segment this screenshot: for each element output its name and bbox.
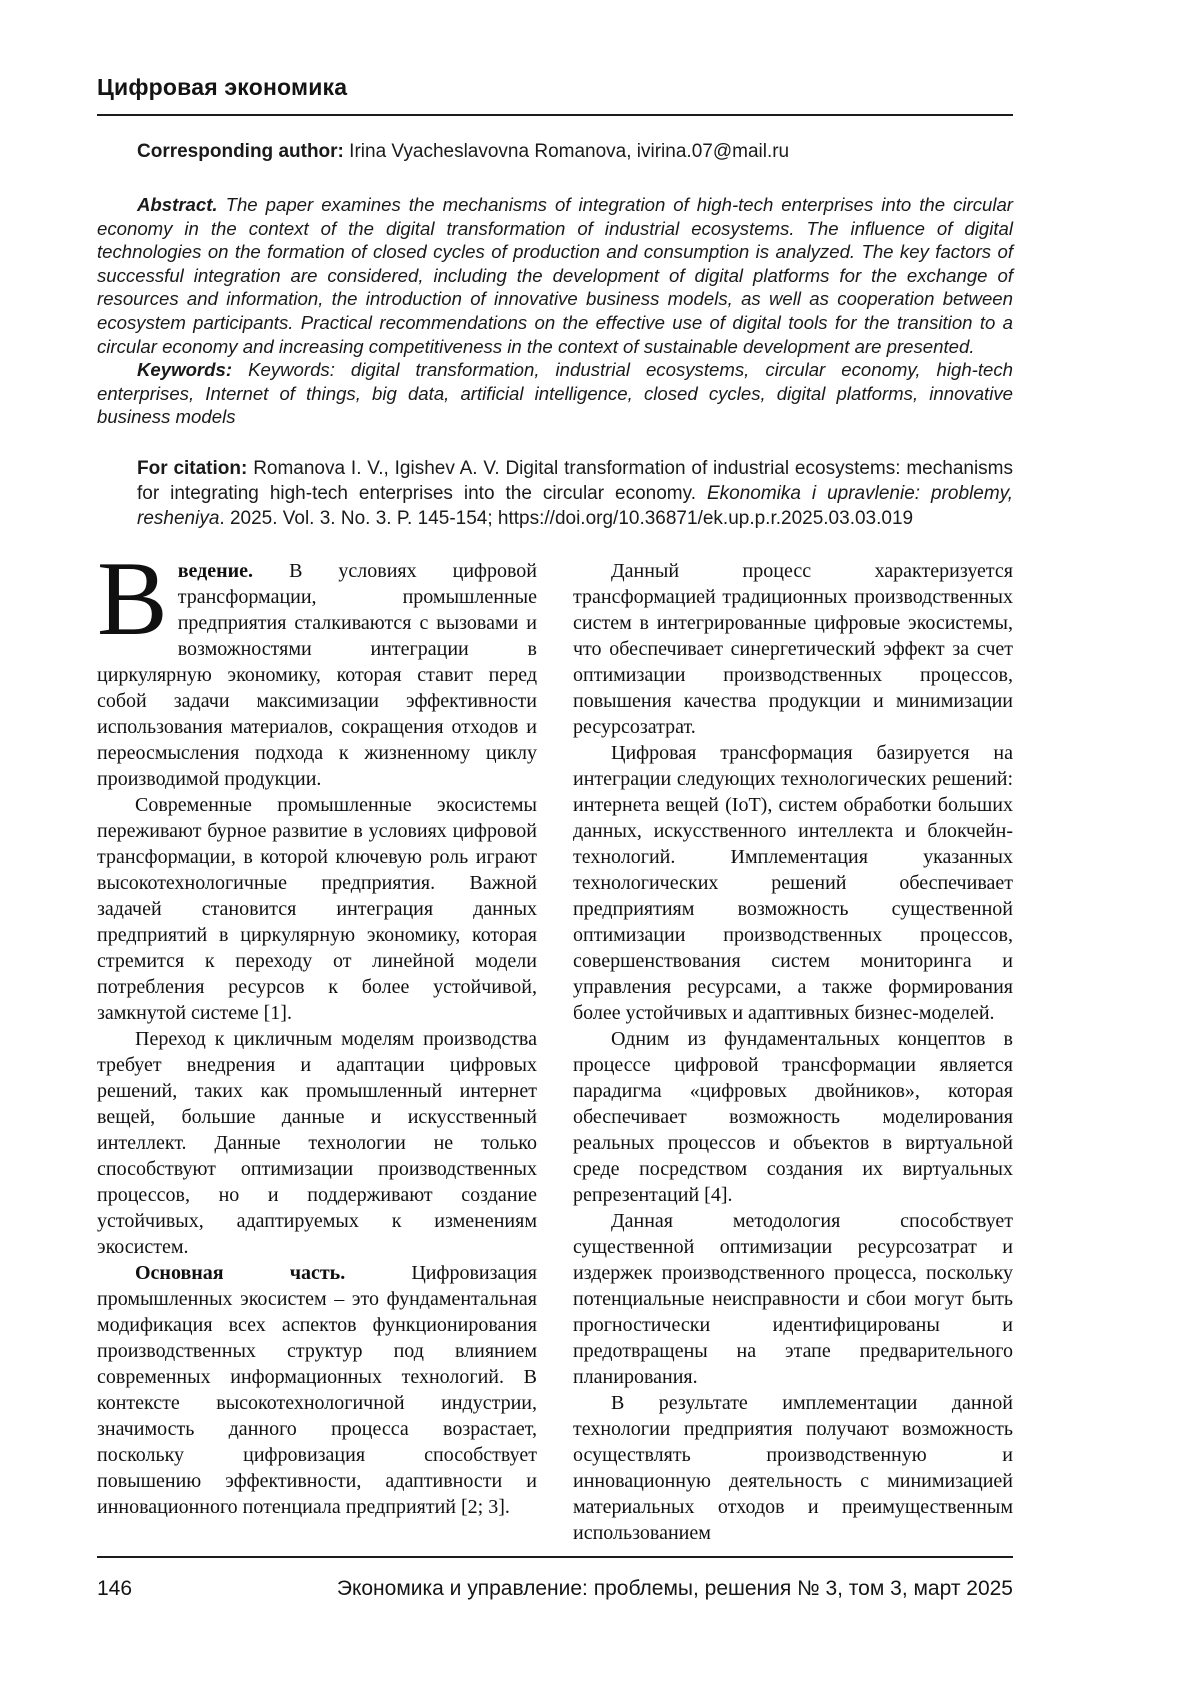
corresponding-author-line xyxy=(97,140,1013,164)
right-column xyxy=(573,558,1013,1546)
doi-text: https://doi.org/10.36871/ek.up.p.r.2025.03.03.019 xyxy=(497,507,914,529)
drop-cap: В xyxy=(97,539,168,657)
abstract xyxy=(97,193,1013,358)
left-column xyxy=(97,539,538,1546)
journal-footer-line: Экономика и управление: проблемы, решения № 3, том 3, март 2025 xyxy=(336,1577,1013,1600)
page-footer xyxy=(97,1556,1013,1601)
article-body xyxy=(97,539,1013,1546)
running-head: Цифровая экономика xyxy=(97,74,348,100)
header-rule xyxy=(97,114,1013,116)
citation-issue-info: . 2025. Vol. 3. No. 3. P. 145-154; xyxy=(219,507,493,529)
citation-block xyxy=(137,456,1013,531)
citation-text: Romanova I. V., Igishev A. V. Digital transformation of industrial ecosystems: mechanisms for integrating high-tech enterprises into the circular economy. xyxy=(137,457,1014,504)
corresponding-author-value: Irina Vyacheslavovna Romanova, ivirina.07@mail.ru xyxy=(349,141,790,162)
footer-row xyxy=(97,1577,1013,1601)
main-part-text: Цифровизация промышленных экосистем – это фундаментальная модификация всех аспектов функционирования производственных структур под влиянием современных информационных технологий. В контексте высокотехнологичной индустрии, значимость данного процесса возрастает, поскольку цифровизация способствует повышению эффективности, адаптивности и инновационного потенциала предприятий [2; 3]. xyxy=(97,1261,537,1518)
paragraph: Современные промышленные экосистемы переживают бурное развитие в условиях цифровой трансформации, в которой ключевую роль играют высокотехнологичные предприятия. Важной задачей становится интеграция данных предприятий в циркулярную экономику, которая стремится к переходу от линейной модели потребления ресурсов к более устойчивой, замкнутой системе [1]. xyxy=(97,793,537,1024)
page-header xyxy=(97,74,1013,116)
main-part-heading: Основная часть. xyxy=(135,1261,346,1284)
citation-label: For citation: xyxy=(137,457,248,479)
intro-heading: ведение. xyxy=(177,559,254,582)
paragraph: Данная методология способствует существенной оптимизации ресурсозатрат и издержек производственного процесса, поскольку потенциальные неисправности и сбои могут быть прогностически идентифицированы и предотвращены на этапе предварительного планирования. xyxy=(573,1209,1013,1388)
page-content xyxy=(97,0,1013,1546)
keywords xyxy=(97,358,1013,429)
citation-journal-title: Ekonomika i upravlenie: problemy, resheniya xyxy=(137,482,1014,529)
main-part-paragraph xyxy=(97,1260,537,1520)
paragraph: Переход к цикличным моделям производства требует внедрения и адаптации цифровых решений, таких как промышленный интернет вещей, большие данные и искусственный интеллект. Данные технологии не только способствуют оптимизации производственных процессов, но и поддерживают создание устойчивых, адаптируемых к изменениям экосистем. xyxy=(97,1027,537,1258)
paragraph: В результате имплементации данной технологии предприятия получают возможность осуществлять производственную и инновационную деятельность с минимизацией материальных отходов и преимущественным использованием xyxy=(573,1391,1013,1544)
abstract-text: The paper examines the mechanisms of integration of high-tech enterprises into the circular economy in the context of the digital transformation of industrial ecosystems. The influence of digital technologies on the formation of closed cycles of production and consumption is analyzed. The key factors of successful integration are considered, including the development of digital platforms for the exchange of resources and information, the introduction of innovative business models, as well as cooperation between ecosystem participants. Practical recommendations on the effective use of digital tools for the transition to a circular economy and increasing competitiveness in the context of sustainable development are presented. xyxy=(97,194,1013,357)
keywords-text: Keywords: digital transformation, industrial ecosystems, circular economy, high-tech enterprises, Internet of things, big data, artificial intelligence, closed cycles, digital platforms, innovative business models xyxy=(97,359,1013,428)
abstract-label: Abstract. xyxy=(137,194,218,215)
intro-paragraph xyxy=(97,539,538,792)
front-matter xyxy=(97,140,1013,531)
paragraph: Цифровая трансформация базируется на интеграции следующих технологических решений: интернета вещей (IoT), систем обработки больших данных, искусственного интеллекта и блокчейн-технологий. Имплементация указанных технологических решений обеспечивает предприятиям возможность существенной оптимизации производственных процессов, совершенствования систем мониторинга и управления ресурсами, а также формирования более устойчивых и адаптивных бизнес-моделей. xyxy=(573,741,1013,1024)
corresponding-author-label: Corresponding author: xyxy=(137,141,344,162)
intro-text: В условиях цифровой трансформации, промышленные предприятия сталкиваются с вызовами и возможностями интеграции в циркулярную экономику, которая ставит перед собой задачи максимизации эффективности использования материалов, сокращения отходов и переосмысления подхода к жизненному циклу производимой продукции. xyxy=(97,559,538,790)
page-number: 146 xyxy=(97,1577,133,1600)
footer-rule xyxy=(97,1556,1013,1558)
paragraph: Данный процесс характеризуется трансформацией традиционных производственных систем в интегрированные цифровые экосистемы, что обеспечивает синергетический эффект за счет оптимизации производственных процессов, повышения качества продукции и минимизации ресурсозатрат. xyxy=(573,559,1013,738)
paragraph: Одним из фундаментальных концептов в процессе цифровой трансформации является парадигма «цифровых двойников», которая обеспечивает возможность моделирования реальных процессов и объектов в виртуальной среде посредством создания их виртуальных репрезентаций [4]. xyxy=(573,1027,1013,1206)
keywords-label: Keywords: xyxy=(137,359,233,381)
